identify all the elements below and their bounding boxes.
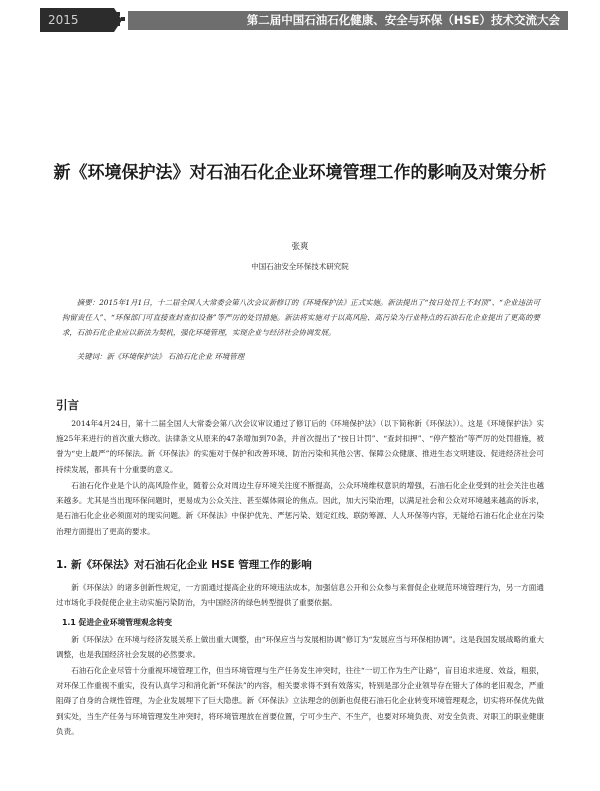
subsection-paragraph-2: 石油石化企业尽管十分重视环境管理工作，但当环境管理与生产任务发生冲突时，往往“一切工作为生产让路”，盲目追求进度、效益，粗狠，对环保工作重视不重实，没有认真学习和消化新“环保法”的内容，相关要求得不到有效落实，特别是部分企业领导存在错大了体的老旧观念，严重阻碍了自身的合规性管理，为企业发展埋下了巨大隐患。新《环保法》立法理念的创新也促使石油石化企业转变环境管理观念，切实将环保优先做到实处，当生产任务与环境管理发生冲突时，将环境管理放在首要位置，宁可少生产、不生产，也要对环境负责、对安全负责、对职工的职业健康负责。 bbox=[56, 666, 544, 736]
subsection-1-1-heading: 1.1 促进企业环境管理观念转变 bbox=[62, 618, 173, 627]
conference-title: 第二届中国石油石化健康、安全与环保（HSE）技术交流大会 bbox=[246, 13, 560, 27]
author: 张爽 bbox=[291, 242, 309, 252]
header-year: 2015 bbox=[40, 8, 114, 32]
subsection-paragraph-1: 新《环保法》在环境与经济发展关系上做出重大调整，由“环保应当与发展相协调”修订为“发展应当与环保相协调”。这是我国发展战略的重大调整，也是我国经济社会发展的必然要求。 bbox=[56, 635, 544, 660]
header-decoration bbox=[116, 12, 126, 28]
running-header bbox=[40, 8, 568, 32]
paper-title: 新《环境保护法》对石油石化企业环境管理工作的影响及对策分析 bbox=[53, 163, 547, 183]
intro-paragraph-1: 2014年4月24日，第十二届全国人大常委会第八次会议审议通过了修订后的《环境保护法》（以下简称新《环保法》）。这是《环境保护法》实施25年来进行的首次重大修改。法律条文从原来的47条增加到70条，并首次提出了“按日计罚”、“查封扣押”、“停产整治”等严厉的处罚措施，被誉为“史上最严”的环保法。新《环保法》的实施对于保护和改善环境、防治污染和其他公害、保障公众健康、推进生态文明建设、促进经济社会可持续发展，都具有十分重要的意义。 bbox=[56, 419, 544, 474]
section-1-heading: 1. 新《环保法》对石油石化企业 HSE 管理工作的影响 bbox=[56, 559, 312, 571]
intro-paragraph-2: 石油石化作业是个认的高风险作业，随着公众对周边生存环境关注度不断提高，公众环境维权意识的增强，石油石化企业受到的社会关注也越来越多。尤其是当出现环保问题时，更易成为公众关注、甚至媒体闹论的焦点。因此，加大污染治理，以满足社会和公众对环境越来越高的诉求，是石油石化企业必须面对的现实问题。新《环保法》中保护优先、严惩污染、划定红线、联防筹源、人人环保等内容，无疑给石油石化企业在污染治理方面提出了更高的要求。 bbox=[56, 481, 544, 536]
section-1-paragraph: 新《环保法》的诸多创新性规定，一方面通过提高企业的环境违法成本，加强信息公开和公众参与来督促企业规范环境管理行为，另一方面通过市场化手段促使企业主动实施污染防治，为中国经济的绿色转型提供了重要依据。 bbox=[56, 583, 544, 608]
abstract: 摘要：2015年1月1日，十二届全国人大常委会第八次会议新修订的《环境保护法》正式实施。新法提出了“按日处罚上不封顶”、“企业违法可拘留责任人”、“环保部门可直接查封查扣设备”等严厉的处罚措施。新法将实施对于以高风险、高污染为行业特点的石油石化企业提出了更高的要求，石油石化企业应以新法为契机，强化环境管理，实现企业与经济社会协调发展。 bbox=[62, 298, 540, 337]
affiliation: 中国石油安全环保技术研究院 bbox=[251, 262, 349, 271]
intro-heading: 引言 bbox=[56, 398, 79, 412]
keywords: 关键词：新《环境保护法》 石油石化企业 环境管理 bbox=[76, 352, 245, 361]
header-band bbox=[128, 11, 568, 30]
